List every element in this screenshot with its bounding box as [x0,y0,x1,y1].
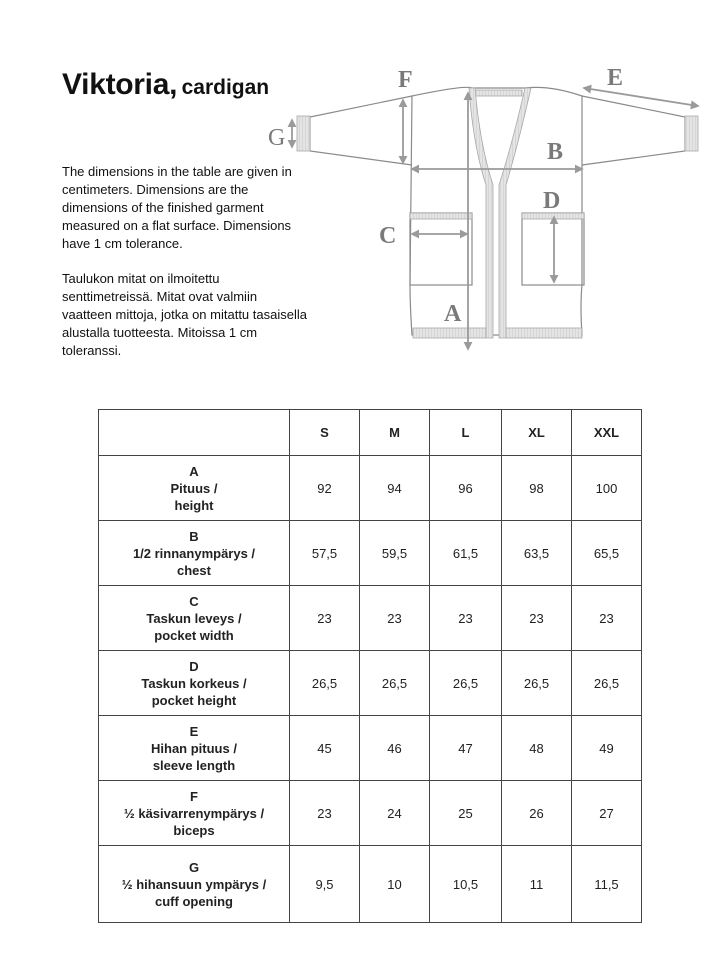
cell-value: 23 [502,586,572,651]
cell-value: 61,5 [430,521,502,586]
cell-value: 100 [572,456,642,521]
header-size-m: M [360,410,430,456]
header-size-l: L [430,410,502,456]
cell-value: 26,5 [290,651,360,716]
measurement-arrows [292,88,698,349]
cell-value: 26 [502,781,572,846]
table-row [99,781,642,846]
label-c: C [379,223,397,249]
row-label: C Taskun leveys / pocket width [99,586,290,651]
cell-value: 49 [572,716,642,781]
cell-value: 10 [360,846,430,923]
cell-value: 45 [290,716,360,781]
cell-value: 94 [360,456,430,521]
cell-value: 96 [430,456,502,521]
description-english: The dimensions in the table are given in centimeters. Dimensions are the dimensions of the finished garment measured on a flat surface. Dimensions have 1 cm tolerance. [62,164,292,251]
cell-value: 65,5 [572,521,642,586]
cardigan-measurement-diagram [260,55,720,365]
garment-outline [310,87,685,335]
row-label: D Taskun korkeus / pocket height [99,651,290,716]
row-label: B 1/2 rinnanympärys / chest [99,521,290,586]
label-b: B [547,139,564,165]
cell-value: 26,5 [572,651,642,716]
cell-value: 23 [572,586,642,651]
table-row [99,846,642,923]
row-label: F ½ käsivarrenympärys / biceps [99,781,290,846]
cell-value: 23 [430,586,502,651]
table-row [99,716,642,781]
table-row [99,651,642,716]
header-size-xxl: XXL [572,410,642,456]
cell-value: 98 [502,456,572,521]
table-row [99,521,642,586]
cell-value: 11,5 [572,846,642,923]
label-d: D [543,188,561,214]
cell-value: 63,5 [502,521,572,586]
table-row [99,456,642,521]
cell-value: 9,5 [290,846,360,923]
cell-value: 92 [290,456,360,521]
label-a: A [444,301,462,327]
rib-trims [297,88,698,338]
page-title [62,68,269,102]
cell-value: 10,5 [430,846,502,923]
cell-value: 47 [430,716,502,781]
row-label: A Pituus / height [99,456,290,521]
header-size-xl: XL [502,410,572,456]
row-label: G ½ hihansuun ympärys / cuff opening [99,846,290,923]
cell-value: 26,5 [360,651,430,716]
row-label: E Hihan pituus / sleeve length [99,716,290,781]
table-row [99,586,642,651]
cell-value: 25 [430,781,502,846]
measurement-letters [268,65,623,327]
cell-value: 23 [290,781,360,846]
arrow-e [584,88,698,106]
product-type: cardigan [181,76,270,99]
label-e: E [607,65,624,91]
cell-value: 46 [360,716,430,781]
cell-value: 57,5 [290,521,360,586]
cell-value: 24 [360,781,430,846]
size-chart-table [98,409,642,923]
description-finnish: Taulukon mitat on ilmoitettu senttimetreissä. Mitat ovat valmiin vaatteen mittoja, jotka on mitattu tasaisella alustalla tuotteesta. Mitoissa 1 cm toleranssi. [62,271,307,358]
cell-value: 27 [572,781,642,846]
cell-value: 23 [290,586,360,651]
header-empty [99,410,290,456]
cell-value: 59,5 [360,521,430,586]
product-name: Viktoria, [62,68,178,101]
label-f: F [398,67,413,93]
table-header-row [99,410,642,456]
cell-value: 26,5 [430,651,502,716]
cell-value: 11 [502,846,572,923]
label-g: G [268,125,286,151]
cell-value: 26,5 [502,651,572,716]
cell-value: 23 [360,586,430,651]
cell-value: 48 [502,716,572,781]
header-size-s: S [290,410,360,456]
